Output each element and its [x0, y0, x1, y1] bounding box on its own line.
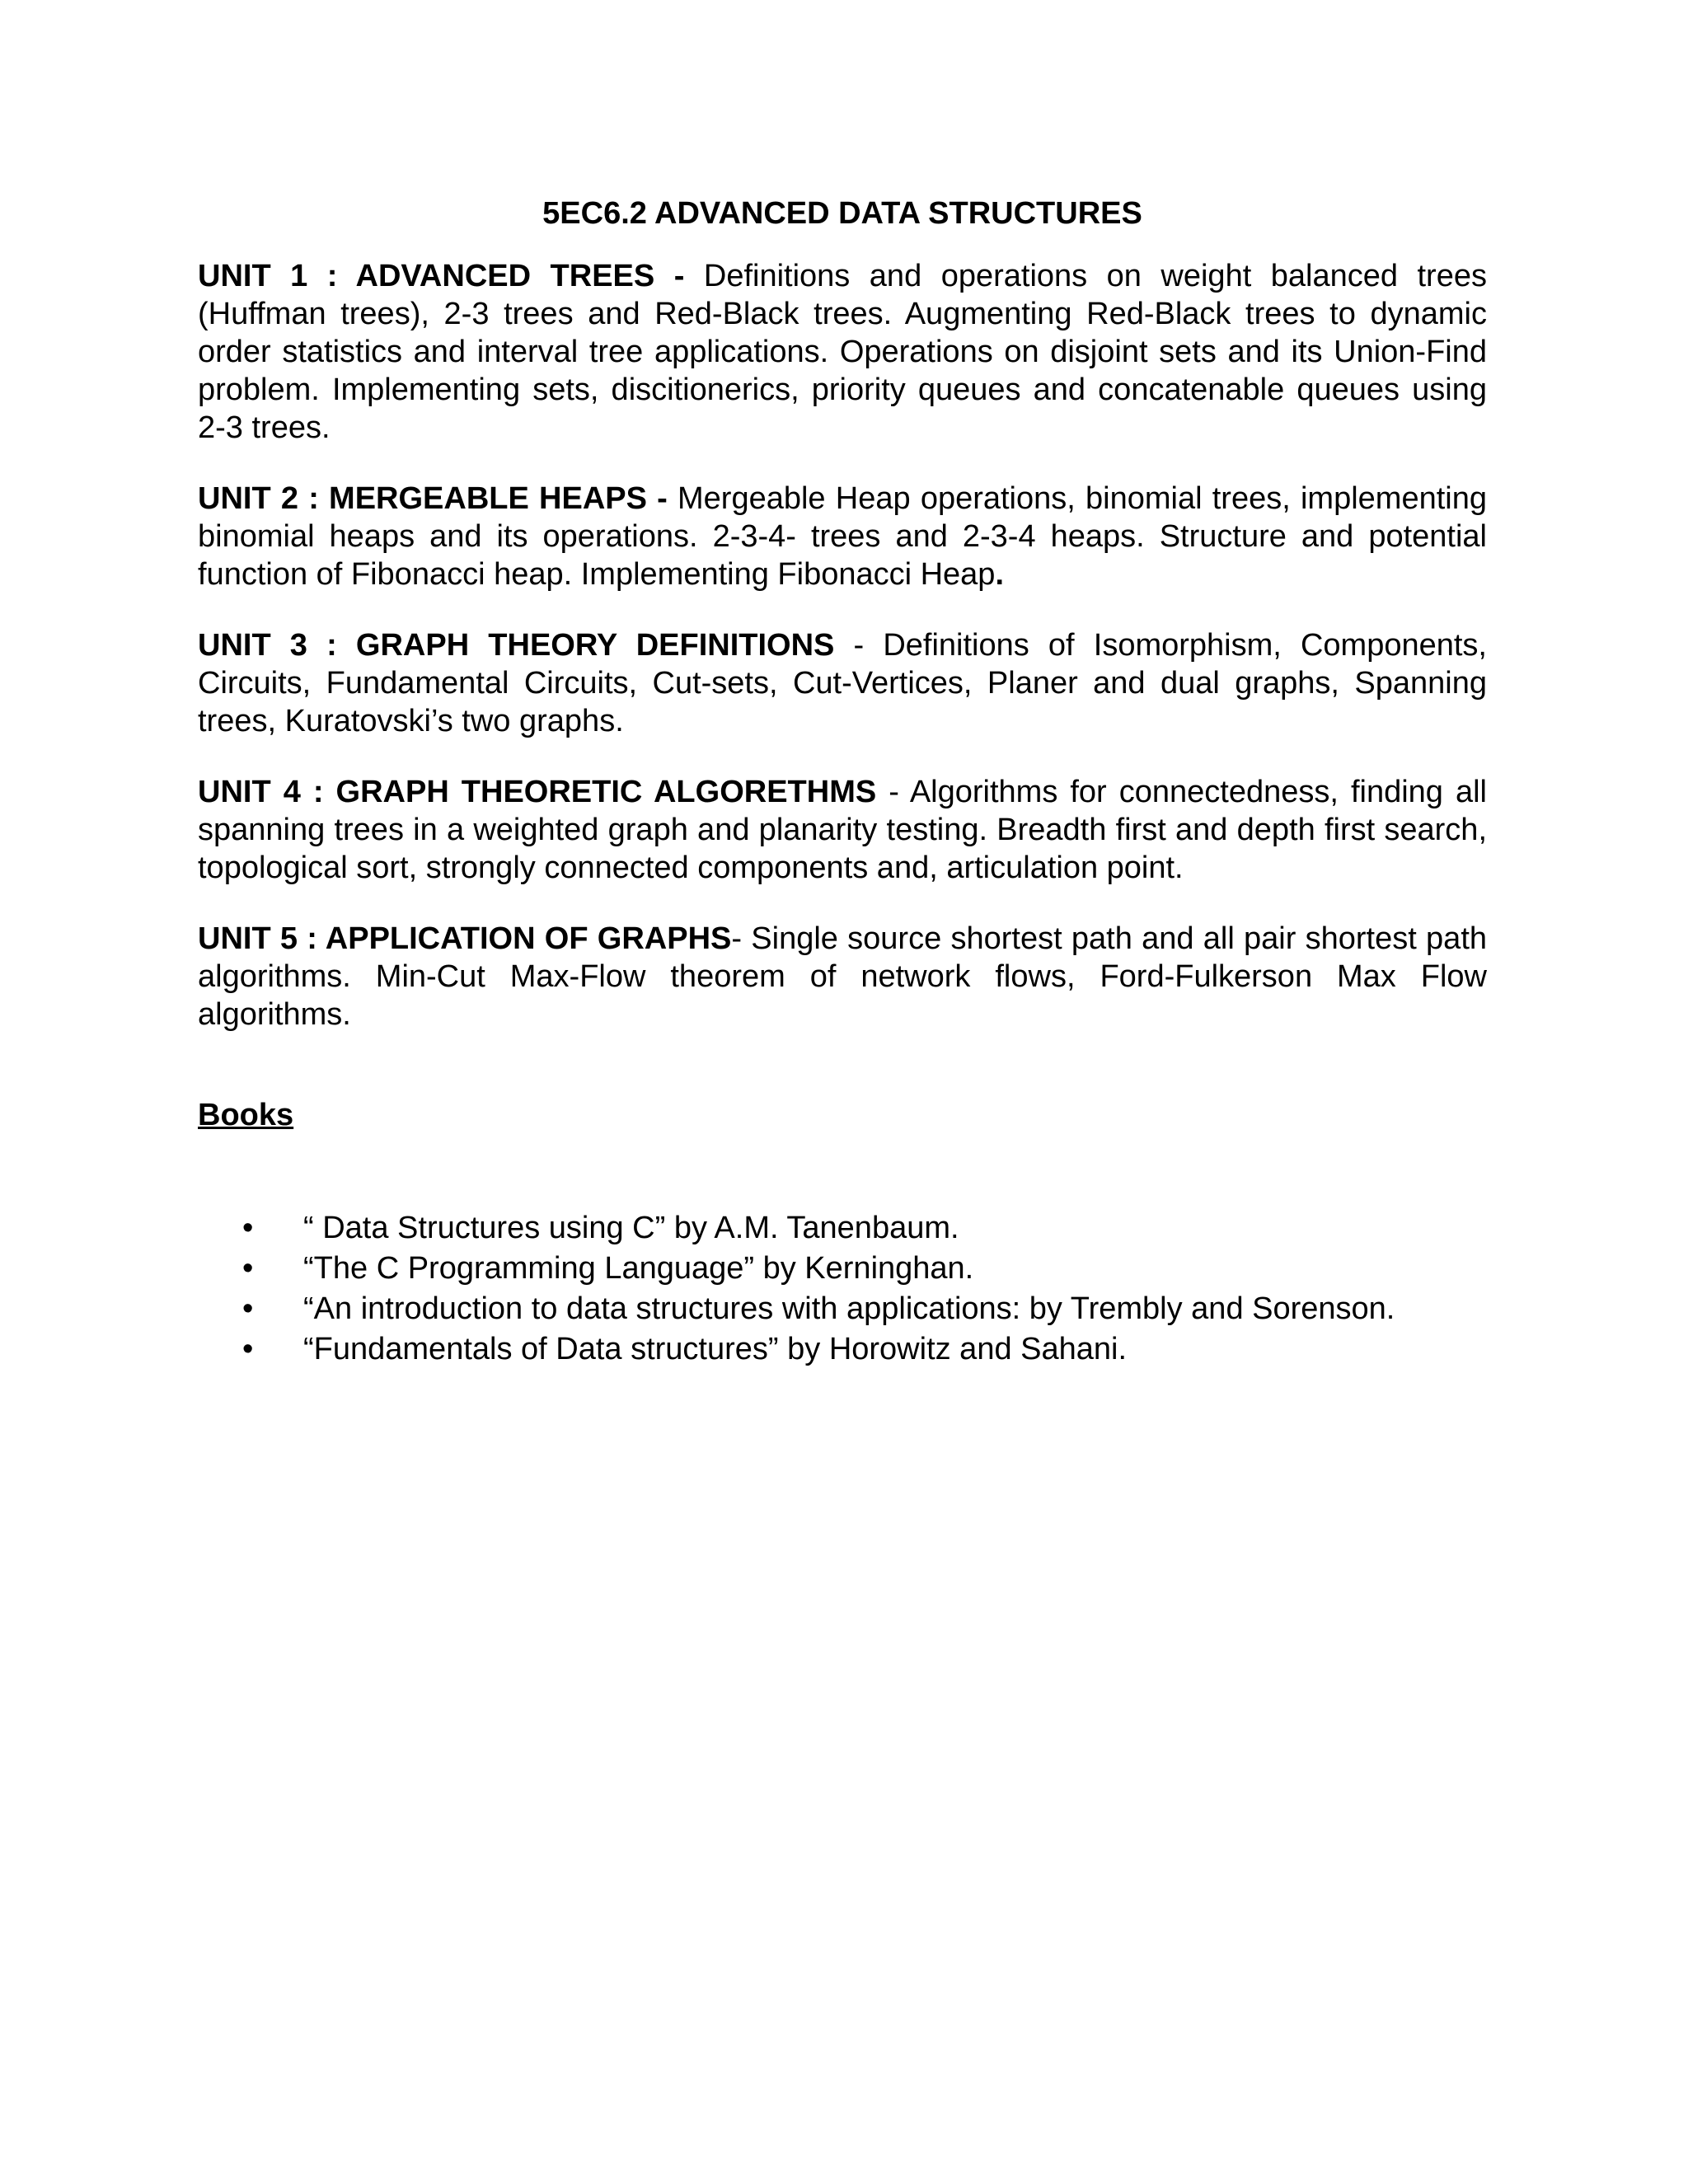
unit-1-paragraph	[198, 257, 1487, 447]
bullet-icon: •	[242, 1211, 254, 1245]
books-heading: Books	[198, 1098, 294, 1132]
unit-3-body: - Definitions of Isomorphism, Components, Circuits, Fundamental Circuits, Cut-sets, Cut-Vertices, Planer and dual graphs, Spanning trees, Kuratovski’s two graphs.	[198, 628, 1487, 738]
book-list	[198, 1208, 1487, 1370]
book-item-3	[198, 1289, 1487, 1329]
document-title: 5EC6.2 ADVANCED DATA STRUCTURES	[542, 196, 1142, 231]
unit-3-paragraph	[198, 626, 1487, 740]
book-item-2	[198, 1249, 1487, 1289]
unit-3-heading: UNIT 3 : GRAPH THEORY DEFINITIONS	[198, 628, 835, 663]
book-item-4	[198, 1329, 1487, 1370]
bullet-icon: •	[242, 1291, 254, 1326]
document-page	[198, 194, 1487, 1370]
unit-4-paragraph	[198, 773, 1487, 887]
book-item-text: “ Data Structures using C” by A.M. Tanenbaum.	[303, 1211, 959, 1245]
unit-2-heading: UNIT 2 : MERGEABLE HEAPS -	[198, 481, 668, 516]
unit-2-body: Mergeable Heap operations, binomial trees, implementing binomial heaps and its operations. 2-3-4- trees and 2-3-4 heaps. Structure and potential function of Fibonacci heap. Implementing Fibonacci Heap	[198, 481, 1487, 592]
unit-4-body: - Algorithms for connectedness, finding all spanning trees in a weighted graph and planarity testing. Breadth first and depth first search, topological sort, strongly connected components and, articulation point.	[198, 775, 1487, 885]
unit-5-body: - Single source shortest path and all pair shortest path algorithms. Min-Cut Max-Flow theorem of network flows, Ford-Fulkerson Max Flow algorithms.	[198, 921, 1488, 1032]
bullet-icon: •	[242, 1332, 254, 1366]
unit-2-end-mark: .	[995, 557, 1005, 592]
unit-5-paragraph	[198, 920, 1487, 1033]
book-item-text: “Fundamentals of Data structures” by Horowitz and Sahani.	[303, 1332, 1128, 1366]
book-item-text: “An introduction to data structures with applications: by Trembly and Sorenson.	[303, 1291, 1395, 1326]
unit-4-heading: UNIT 4 : GRAPH THEORETIC ALGORETHMS	[198, 775, 877, 809]
bullet-icon: •	[242, 1251, 254, 1286]
unit-5-heading: UNIT 5 : APPLICATION OF GRAPHS	[198, 921, 732, 956]
unit-2-paragraph	[198, 480, 1487, 593]
unit-1-body: Definitions and operations on weight balanced trees (Huffman trees), 2-3 trees and Red-Black trees. Augmenting Red-Black trees to dynamic order statistics and interval tree applications. Operations on disjoint sets and its Union-Find problem. Implementing sets, discitionerics, priority queues and concatenable queues using 2-3 trees.	[198, 259, 1487, 445]
book-item-1	[198, 1208, 1487, 1249]
book-item-text: “The C Programming Language” by Kerninghan.	[303, 1251, 974, 1286]
unit-1-heading: UNIT 1 : ADVANCED TREES -	[198, 259, 685, 293]
